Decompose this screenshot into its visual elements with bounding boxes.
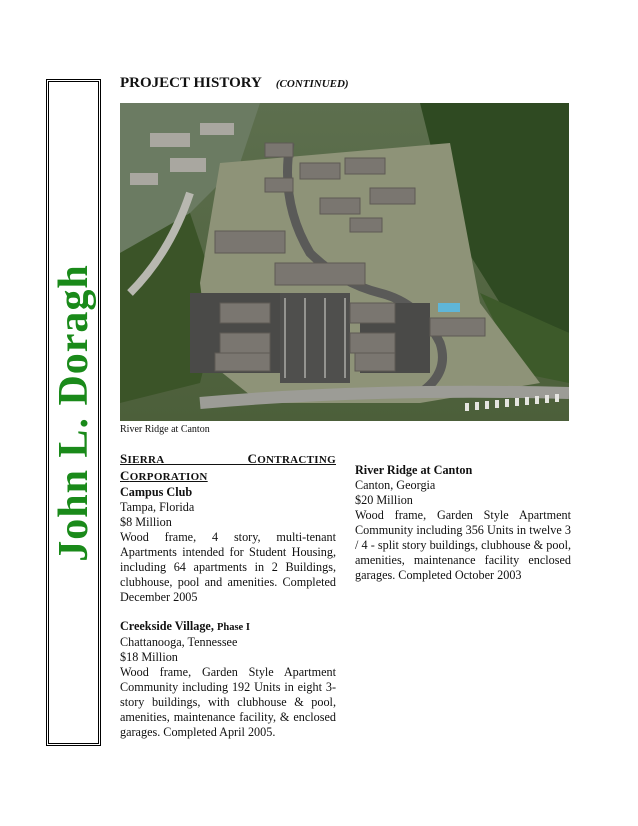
company-name: SIERRA CONTRACTING CORPORATION bbox=[120, 451, 336, 483]
project-title: Creekside Village, Phase I bbox=[120, 619, 250, 633]
project-value: $8 Million bbox=[120, 515, 172, 529]
project-location: Chattanooga, Tennessee bbox=[120, 635, 238, 649]
sidebar-name: John L. Doragh bbox=[50, 263, 97, 562]
project-value: $18 Million bbox=[120, 650, 178, 664]
project-location: Tampa, Florida bbox=[120, 500, 195, 514]
name-sidebar-frame bbox=[46, 79, 101, 746]
page-subtitle: (CONTINUED) bbox=[275, 78, 349, 90]
right-column bbox=[355, 463, 571, 583]
project-description: Wood frame, 4 story, multi-tenant Apartments intended for Student Housing, including 64 apartments in 2 Buildings, clubhouse, pool and amenities. Completed December 2005 bbox=[120, 530, 336, 604]
project-value: $20 Million bbox=[355, 493, 413, 507]
left-column bbox=[120, 451, 336, 740]
project-location: Canton, Georgia bbox=[355, 478, 436, 492]
photo-caption: River Ridge at Canton bbox=[120, 424, 210, 435]
project-title: River Ridge at Canton bbox=[355, 463, 473, 477]
project-title: Campus Club bbox=[120, 485, 193, 499]
project-description: Wood frame, Garden Style Apartment Community including 356 Units in twelve 3 / 4 - split story buildings, clubhouse & pool, amenities, maintenance facility enclosed garages. Completed October 2003 bbox=[355, 508, 571, 582]
page-heading bbox=[120, 75, 349, 92]
page-title: PROJECT HISTORY bbox=[120, 75, 262, 91]
project-description: Wood frame, Garden Style Apartment Community including 192 Units in eight 3-story buildings, with clubhouse & pool, amenities, maintenance facility, & enclosed garages. Completed April 2005. bbox=[120, 665, 336, 739]
aerial-photo bbox=[120, 103, 569, 421]
aerial-photo-illustration bbox=[120, 103, 569, 421]
